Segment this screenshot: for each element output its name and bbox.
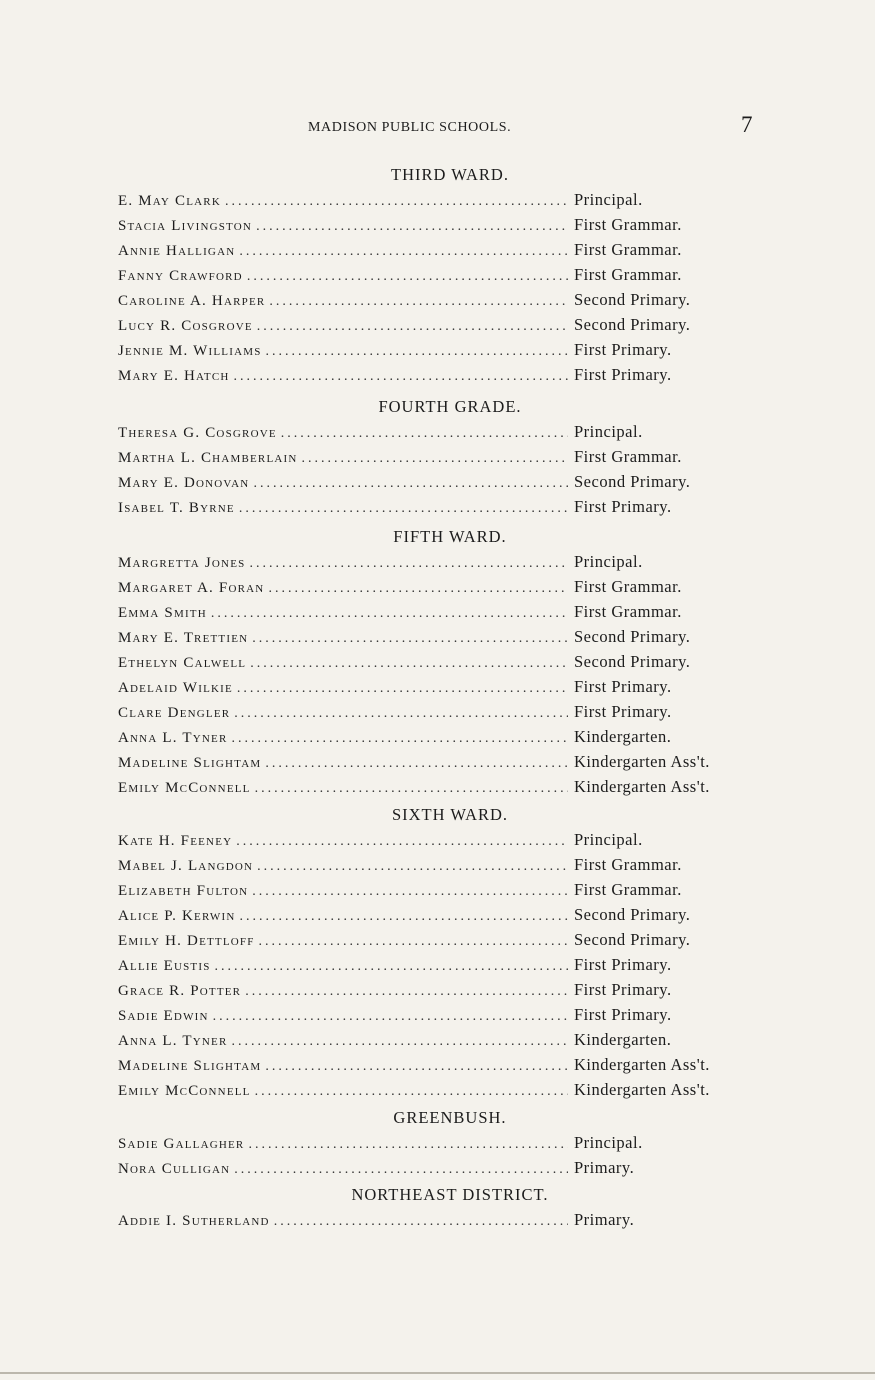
dot-leader xyxy=(281,421,568,446)
teacher-name: Stacia Livingston xyxy=(118,218,253,234)
teacher-position: Kindergarten. xyxy=(574,727,672,746)
list-item xyxy=(118,337,758,362)
list-item xyxy=(118,494,758,519)
list-item xyxy=(118,952,758,977)
teacher-name: Sadie Gallagher xyxy=(118,1136,245,1152)
teacher-name: Nora Culligan xyxy=(118,1161,231,1177)
teacher-position: Primary. xyxy=(574,1158,635,1177)
dot-leader xyxy=(234,701,568,726)
teacher-position: Principal. xyxy=(574,422,643,441)
dot-leader xyxy=(259,929,568,954)
teacher-name: Annie Halligan xyxy=(118,243,236,259)
list-item xyxy=(118,549,758,574)
teacher-name: Allie Eustis xyxy=(118,958,211,974)
teacher-name: Adelaid Wilkie xyxy=(118,680,233,696)
dot-leader xyxy=(255,776,568,801)
teacher-name: Emma Smith xyxy=(118,605,207,621)
dot-leader xyxy=(249,551,568,576)
list-item xyxy=(118,1002,758,1027)
dot-leader xyxy=(245,979,568,1004)
bottom-rule xyxy=(0,1372,875,1374)
list-item xyxy=(118,877,758,902)
teacher-name: Isabel T. Byrne xyxy=(118,500,235,516)
page-number: 7 xyxy=(741,112,753,137)
section-heading: SIXTH WARD. xyxy=(391,805,509,824)
dot-leader xyxy=(266,339,568,364)
section-third-ward xyxy=(118,163,758,387)
section-heading: NORTHEAST DISTRICT. xyxy=(351,1185,549,1204)
section-heading: FIFTH WARD. xyxy=(393,527,507,546)
dot-leader xyxy=(265,751,568,776)
dot-leader xyxy=(237,676,568,701)
list-item xyxy=(118,444,758,469)
list-item xyxy=(118,902,758,927)
teacher-position: Second Primary. xyxy=(574,290,691,309)
teacher-name: Caroline A. Harper xyxy=(118,293,266,309)
teacher-position: First Grammar. xyxy=(574,577,682,596)
teacher-position: First Grammar. xyxy=(574,855,682,874)
teacher-position: First Primary. xyxy=(574,955,672,974)
dot-leader xyxy=(213,1004,568,1029)
list-item xyxy=(118,599,758,624)
list-item xyxy=(118,419,758,444)
teacher-name: Grace R. Potter xyxy=(118,983,242,999)
dot-leader xyxy=(239,239,568,264)
teacher-name: Margaret A. Foran xyxy=(118,580,265,596)
list-item xyxy=(118,187,758,212)
dot-leader xyxy=(215,954,568,979)
list-item xyxy=(118,852,758,877)
teacher-name: E. May Clark xyxy=(118,193,221,209)
teacher-name: Lucy R. Cosgrove xyxy=(118,318,253,334)
list-item xyxy=(118,649,758,674)
teacher-position: First Grammar. xyxy=(574,602,682,621)
list-item xyxy=(118,287,758,312)
dot-leader xyxy=(252,879,568,904)
teacher-position: First Primary. xyxy=(574,497,672,516)
dot-leader xyxy=(253,471,568,496)
teacher-position: Principal. xyxy=(574,190,643,209)
teacher-name: Emily McConnell xyxy=(118,1083,251,1099)
dot-leader xyxy=(234,364,568,389)
teacher-name: Margretta Jones xyxy=(118,555,246,571)
teacher-name: Martha L. Chamberlain xyxy=(118,450,298,466)
list-item xyxy=(118,699,758,724)
teacher-position: First Grammar. xyxy=(574,880,682,899)
teacher-name: Mabel J. Langdon xyxy=(118,858,254,874)
teacher-position: First Primary. xyxy=(574,980,672,999)
section-greenbush xyxy=(118,1106,758,1180)
teacher-name: Emily McConnell xyxy=(118,780,251,796)
teacher-position: Second Primary. xyxy=(574,627,691,646)
list-item xyxy=(118,1207,758,1232)
section-fourth-grade xyxy=(118,395,758,519)
teacher-name: Addie I. Sutherland xyxy=(118,1213,270,1229)
section-heading: GREENBUSH. xyxy=(393,1108,507,1127)
teacher-name: Mary E. Donovan xyxy=(118,475,250,491)
running-head xyxy=(0,112,875,142)
teacher-name: Anna L. Tyner xyxy=(118,1033,228,1049)
dot-leader xyxy=(268,576,568,601)
teacher-name: Kate H. Feeney xyxy=(118,833,233,849)
teacher-name: Theresa G. Cosgrove xyxy=(118,425,277,441)
dot-leader xyxy=(252,626,568,651)
list-item xyxy=(118,674,758,699)
teacher-position: First Grammar. xyxy=(574,240,682,259)
dot-leader xyxy=(234,1157,568,1182)
dot-leader xyxy=(269,289,568,314)
list-item xyxy=(118,927,758,952)
teacher-name: Mary E. Hatch xyxy=(118,368,230,384)
teacher-position: First Primary. xyxy=(574,340,672,359)
dot-leader xyxy=(257,854,568,879)
teacher-name: Jennie M. Williams xyxy=(118,343,262,359)
teacher-position: Second Primary. xyxy=(574,930,691,949)
dot-leader xyxy=(256,214,568,239)
teacher-position: First Primary. xyxy=(574,702,672,721)
dot-leader xyxy=(274,1209,568,1234)
teacher-position: Second Primary. xyxy=(574,905,691,924)
dot-leader xyxy=(232,726,568,751)
teacher-name: Clare Dengler xyxy=(118,705,231,721)
dot-leader xyxy=(250,651,568,676)
list-item xyxy=(118,362,758,387)
dot-leader xyxy=(248,1132,568,1157)
list-item xyxy=(118,724,758,749)
teacher-position: Second Primary. xyxy=(574,472,691,491)
dot-leader xyxy=(211,601,568,626)
list-item xyxy=(118,262,758,287)
list-item xyxy=(118,574,758,599)
teacher-position: First Primary. xyxy=(574,677,672,696)
teacher-name: Madeline Slightam xyxy=(118,755,262,771)
list-item xyxy=(118,624,758,649)
teacher-name: Madeline Slightam xyxy=(118,1058,262,1074)
list-item xyxy=(118,312,758,337)
section-heading: THIRD WARD. xyxy=(391,165,509,184)
teacher-name: Elizabeth Fulton xyxy=(118,883,249,899)
dot-leader xyxy=(232,1029,568,1054)
teacher-position: Kindergarten Ass't. xyxy=(574,777,710,796)
teacher-position: Principal. xyxy=(574,1133,643,1152)
teacher-position: First Grammar. xyxy=(574,265,682,284)
teacher-position: Kindergarten Ass't. xyxy=(574,752,710,771)
list-item xyxy=(118,1027,758,1052)
section-sixth-ward xyxy=(118,803,758,1102)
teacher-position: First Grammar. xyxy=(574,447,682,466)
teacher-name: Mary E. Trettien xyxy=(118,630,249,646)
teacher-position: Second Primary. xyxy=(574,652,691,671)
section-northeast-district xyxy=(118,1183,758,1232)
dot-leader xyxy=(236,829,568,854)
teacher-position: First Grammar. xyxy=(574,215,682,234)
teacher-position: First Primary. xyxy=(574,1005,672,1024)
teacher-name: Sadie Edwin xyxy=(118,1008,209,1024)
dot-leader xyxy=(225,189,568,214)
teacher-position: Principal. xyxy=(574,830,643,849)
teacher-name: Ethelyn Calwell xyxy=(118,655,247,671)
running-title: MADISON PUBLIC SCHOOLS. xyxy=(308,120,512,135)
teacher-position: Primary. xyxy=(574,1210,635,1229)
dot-leader xyxy=(247,264,568,289)
teacher-position: Kindergarten Ass't. xyxy=(574,1055,710,1074)
section-heading: FOURTH GRADE. xyxy=(378,397,522,416)
list-item xyxy=(118,749,758,774)
dot-leader xyxy=(255,1079,568,1104)
teacher-name: Emily H. Dettloff xyxy=(118,933,255,949)
list-item xyxy=(118,1155,758,1180)
list-item xyxy=(118,774,758,799)
teacher-position: Second Primary. xyxy=(574,315,691,334)
dot-leader xyxy=(239,496,568,521)
teacher-position: Kindergarten Ass't. xyxy=(574,1080,710,1099)
list-item xyxy=(118,1077,758,1102)
list-item xyxy=(118,977,758,1002)
list-item xyxy=(118,237,758,262)
list-item xyxy=(118,212,758,237)
teacher-name: Fanny Crawford xyxy=(118,268,243,284)
list-item xyxy=(118,827,758,852)
section-fifth-ward xyxy=(118,525,758,799)
teacher-position: Kindergarten. xyxy=(574,1030,672,1049)
teacher-name: Alice P. Kerwin xyxy=(118,908,236,924)
dot-leader xyxy=(257,314,568,339)
dot-leader xyxy=(302,446,568,471)
dot-leader xyxy=(239,904,568,929)
list-item xyxy=(118,1130,758,1155)
teacher-name: Anna L. Tyner xyxy=(118,730,228,746)
teacher-position: Principal. xyxy=(574,552,643,571)
dot-leader xyxy=(265,1054,568,1079)
list-item xyxy=(118,1052,758,1077)
teacher-position: First Primary. xyxy=(574,365,672,384)
list-item xyxy=(118,469,758,494)
